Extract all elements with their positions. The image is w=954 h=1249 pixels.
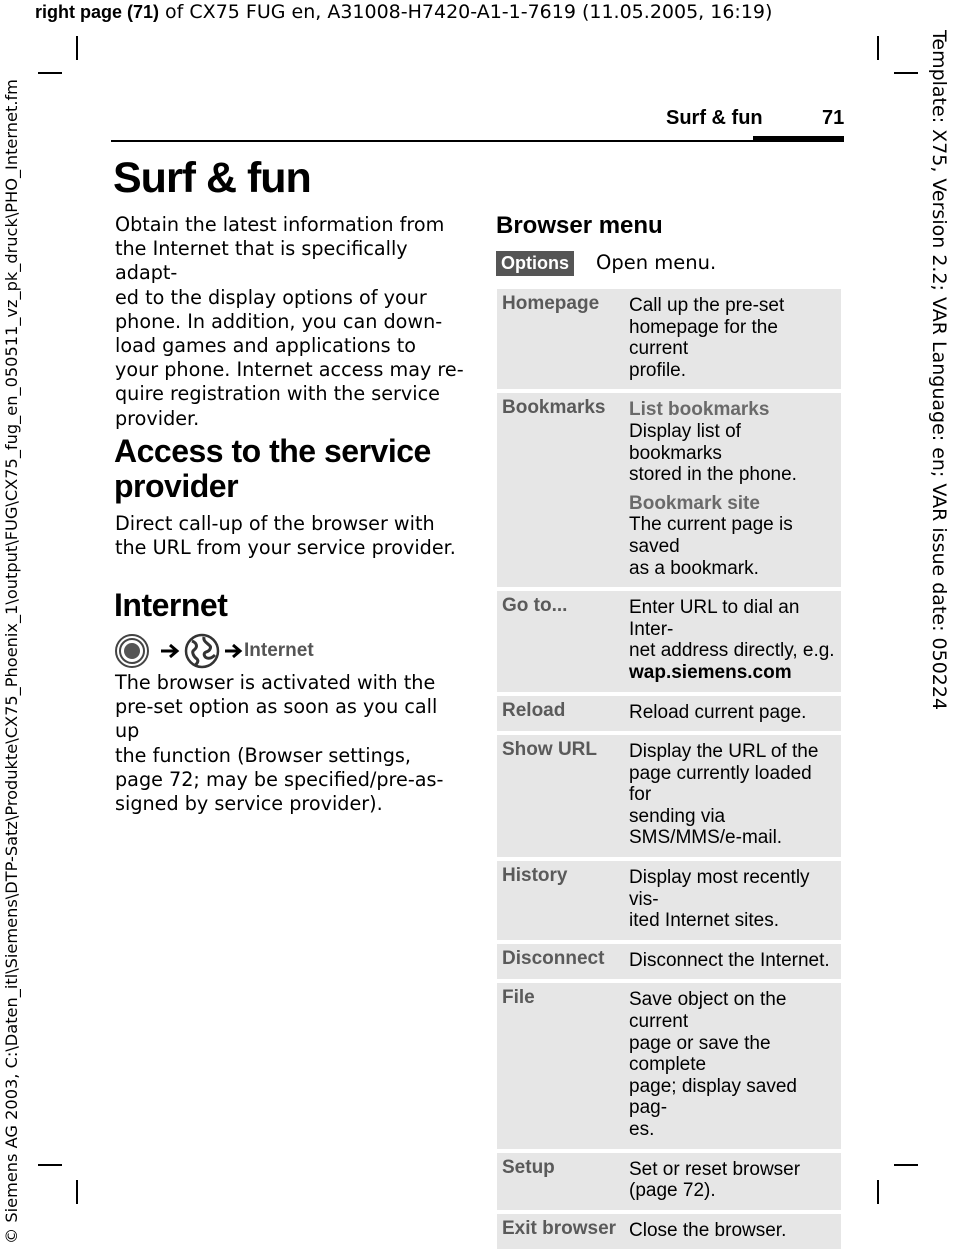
text-line: Display the URL of the xyxy=(629,741,819,763)
navigation-path xyxy=(114,633,314,669)
submenu-label: List bookmarks xyxy=(629,399,770,421)
text-line: Direct call-up of the browser with xyxy=(115,512,435,535)
page-number: 71 xyxy=(822,107,845,129)
menu-item-description xyxy=(624,393,841,587)
text-line: pre-set option as soon as you call up xyxy=(115,695,438,743)
access-paragraph xyxy=(115,512,467,560)
menu-item-description xyxy=(624,591,841,691)
table-row xyxy=(497,735,841,861)
options-description: Open menu. xyxy=(596,251,717,274)
crop-mark xyxy=(877,1180,879,1204)
arrow-right-icon xyxy=(224,641,244,661)
browser-menu-table xyxy=(497,289,841,1249)
text-line: the Internet that is specifically adapt- xyxy=(115,237,408,285)
text-line: page currently loaded for xyxy=(629,762,812,806)
globe-icon xyxy=(182,633,222,669)
text-line: ited Internet sites. xyxy=(629,910,779,932)
menu-item-label: Bookmarks xyxy=(502,397,606,419)
text-line: es. xyxy=(629,1119,655,1140)
table-row xyxy=(497,1153,841,1214)
text-line: ed to the display options of your xyxy=(115,285,427,309)
arrow-right-icon xyxy=(160,641,182,661)
header-rule xyxy=(111,140,844,142)
crop-mark xyxy=(894,72,918,74)
crop-mark xyxy=(38,1164,62,1166)
example-url: wap.siemens.com xyxy=(629,661,792,683)
table-row xyxy=(497,944,841,984)
text-line: SMS/MMS/e-mail. xyxy=(629,827,783,849)
text-line: homepage for the current xyxy=(629,316,778,360)
menu-item-label: Show URL xyxy=(502,739,597,761)
table-row xyxy=(497,393,841,591)
menu-item-description xyxy=(624,289,841,389)
menu-item-description xyxy=(624,735,841,857)
text-line: Disconnect the Internet. xyxy=(629,949,830,971)
options-softkey: Options xyxy=(496,251,574,276)
heading-line: Access to the service xyxy=(114,433,431,469)
table-row xyxy=(497,289,841,393)
crop-mark xyxy=(76,36,78,60)
menu-item-label: Exit browser xyxy=(502,1217,617,1239)
table-row xyxy=(497,591,841,695)
internet-paragraph xyxy=(115,671,467,816)
text-line: Obtain the latest information from xyxy=(115,213,445,236)
heading-line: provider xyxy=(114,468,239,504)
text-line: The current page is saved xyxy=(629,514,793,557)
text-line: the function (Browser settings, xyxy=(115,743,412,767)
text-line: quire registration with the service xyxy=(115,382,440,406)
menu-item-label: Reload xyxy=(502,699,566,721)
table-row xyxy=(497,861,841,944)
menu-item-label: Homepage xyxy=(502,293,600,314)
crop-mark xyxy=(76,1180,78,1204)
access-heading xyxy=(114,434,474,504)
template-margin-text: Template: X75, Version 2.2; VAR Language: en; VAR issue date: 050224 xyxy=(928,30,950,711)
internet-heading: Internet xyxy=(114,587,228,623)
menu-item-label: Go to... xyxy=(502,595,568,617)
crop-mark xyxy=(38,72,62,74)
menu-item-description xyxy=(624,696,841,732)
file-path-margin-text: © Siemens AG 2003, C:\Daten_itl\Siemens\DTP-Satz\Produkte\CX75_Phoenix_1\output\FUG\CX75_fug_en_050511_vz_pk_druck\PHO_Internet.fm xyxy=(2,79,21,1244)
running-head-section: Surf & fun xyxy=(666,107,763,129)
menu-item-label: History xyxy=(502,865,568,887)
text-line: page 72; may be specified/pre-as- xyxy=(115,767,444,791)
text-line: your phone. Internet access may re- xyxy=(115,358,464,382)
text-line: page or save the complete xyxy=(629,1032,771,1076)
header-rule-accent xyxy=(753,136,844,142)
text-line: the URL from your service provider. xyxy=(115,536,456,560)
text-line: profile. xyxy=(629,359,687,381)
menu-item-description xyxy=(624,983,841,1148)
text-line: signed by service provider). xyxy=(115,792,383,816)
page-title: Surf & fun xyxy=(113,154,311,202)
text-line: The browser is activated with the xyxy=(115,671,436,694)
table-row xyxy=(497,696,841,736)
production-header: right page (71) of CX75 FUG en, A31008-H7420-A1-1-7619 (11.05.2005, 16:19) xyxy=(35,1,773,23)
submenu-label: Bookmark site xyxy=(629,492,760,514)
text-line: Reload current page. xyxy=(629,701,807,723)
text-line: Set or reset browser xyxy=(629,1158,801,1180)
text-line: Close the browser. xyxy=(629,1219,787,1241)
table-row xyxy=(497,983,841,1152)
menu-item-label: File xyxy=(502,987,535,1009)
menu-item-description xyxy=(624,1153,841,1210)
intro-paragraph xyxy=(115,213,467,431)
text-line: sending via xyxy=(629,805,726,827)
browser-menu-heading: Browser menu xyxy=(496,212,663,239)
text-line: Display list of bookmarks xyxy=(629,420,741,464)
text-line: (page 72). xyxy=(629,1180,716,1202)
crop-mark xyxy=(877,36,879,60)
text-line: load games and applications to xyxy=(115,334,417,358)
text-line: phone. In addition, you can down- xyxy=(115,309,443,333)
text-line: page; display saved pag- xyxy=(629,1075,797,1119)
menu-item-description xyxy=(624,861,841,940)
text-line: as a bookmark. xyxy=(629,557,759,579)
menu-item-label: Setup xyxy=(502,1156,555,1178)
text-line: Call up the pre-set xyxy=(629,295,785,316)
menu-item-description xyxy=(624,944,841,980)
crop-mark xyxy=(894,1164,918,1166)
menu-item-label: Disconnect xyxy=(502,947,605,969)
nav-target-label: Internet xyxy=(244,640,314,661)
text-line: net address directly, e.g. xyxy=(629,640,835,662)
text-line: provider. xyxy=(115,406,200,430)
text-line: Save object on the current xyxy=(629,989,787,1033)
navigation-key-icon xyxy=(114,633,150,669)
text-line: Enter URL to dial an Inter- xyxy=(629,597,800,640)
text-line: Display most recently vis- xyxy=(629,867,810,910)
table-row xyxy=(497,1214,841,1249)
menu-item-description xyxy=(624,1214,841,1249)
text-line: stored in the phone. xyxy=(629,464,797,486)
